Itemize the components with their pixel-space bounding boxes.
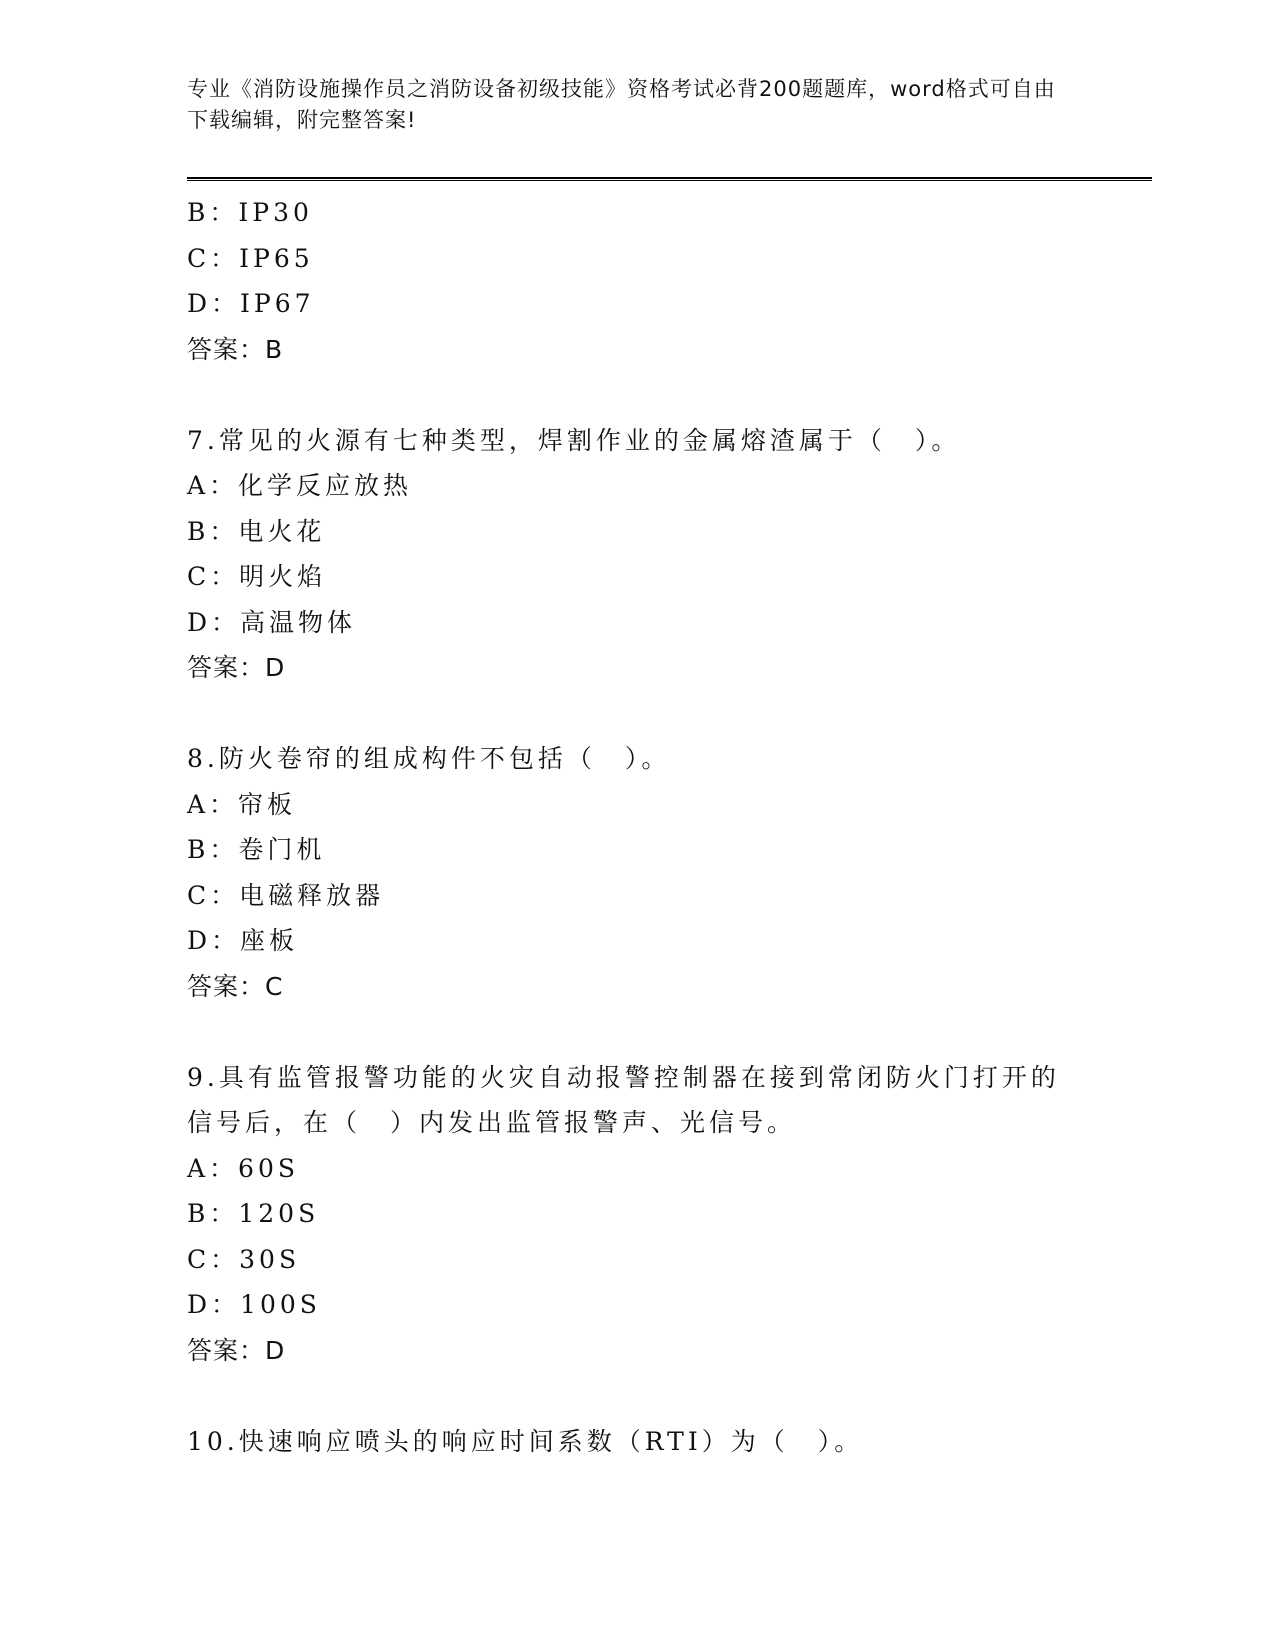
question-text: 7.常见的火源有七种类型，焊割作业的金属熔渣属于（ ）。 — [187, 425, 961, 455]
question-10 — [187, 1419, 1127, 1465]
option-a: A：60S — [187, 1153, 299, 1183]
question-text: 8.防火卷帘的组成构件不包括（ ）。 — [187, 744, 671, 773]
option-c: C：30S — [187, 1244, 301, 1274]
answer-line: 答案：C — [187, 971, 284, 1001]
question-text: 10.快速响应喷头的响应时间系数（RTI）为（ ）。 — [187, 1426, 864, 1456]
header-title: 专业《消防设施操作员之消防设备初级技能》资格考试必背200题题库，word格式可自由下载编辑，附完整答案! — [187, 77, 1056, 132]
option-b: B：卷门机 — [187, 835, 326, 864]
question-list — [187, 190, 1127, 1464]
previous-question-tail — [187, 190, 1127, 372]
question-8 — [187, 736, 1127, 1009]
option-d: D：IP67 — [187, 289, 315, 318]
option-a: A：帘板 — [187, 789, 297, 819]
document-header — [187, 74, 1067, 136]
header-divider — [187, 177, 1152, 181]
answer-line: 答案：B — [187, 334, 284, 364]
option-d: D：座板 — [187, 926, 299, 955]
question-9 — [187, 1055, 1127, 1374]
option-c: C：IP65 — [187, 243, 314, 273]
answer-line: 答案：D — [187, 1335, 286, 1365]
option-a: A：化学反应放热 — [187, 471, 413, 500]
option-d: D：高温物体 — [187, 607, 357, 637]
answer-line: 答案：D — [187, 653, 286, 682]
option-b: B：120S — [187, 1199, 320, 1228]
option-c: C：电磁释放器 — [187, 880, 385, 910]
question-7 — [187, 418, 1127, 691]
option-b: B：电火花 — [187, 516, 326, 546]
question-text: 9.具有监管报警功能的火灾自动报警控制器在接到常闭防火门打开的信号后，在（ ）内发出监管报警声、光信号。 — [187, 1062, 1060, 1137]
option-d: D：100S — [187, 1290, 321, 1319]
option-c: C：明火焰 — [187, 562, 327, 591]
option-b: B：IP30 — [187, 198, 313, 227]
